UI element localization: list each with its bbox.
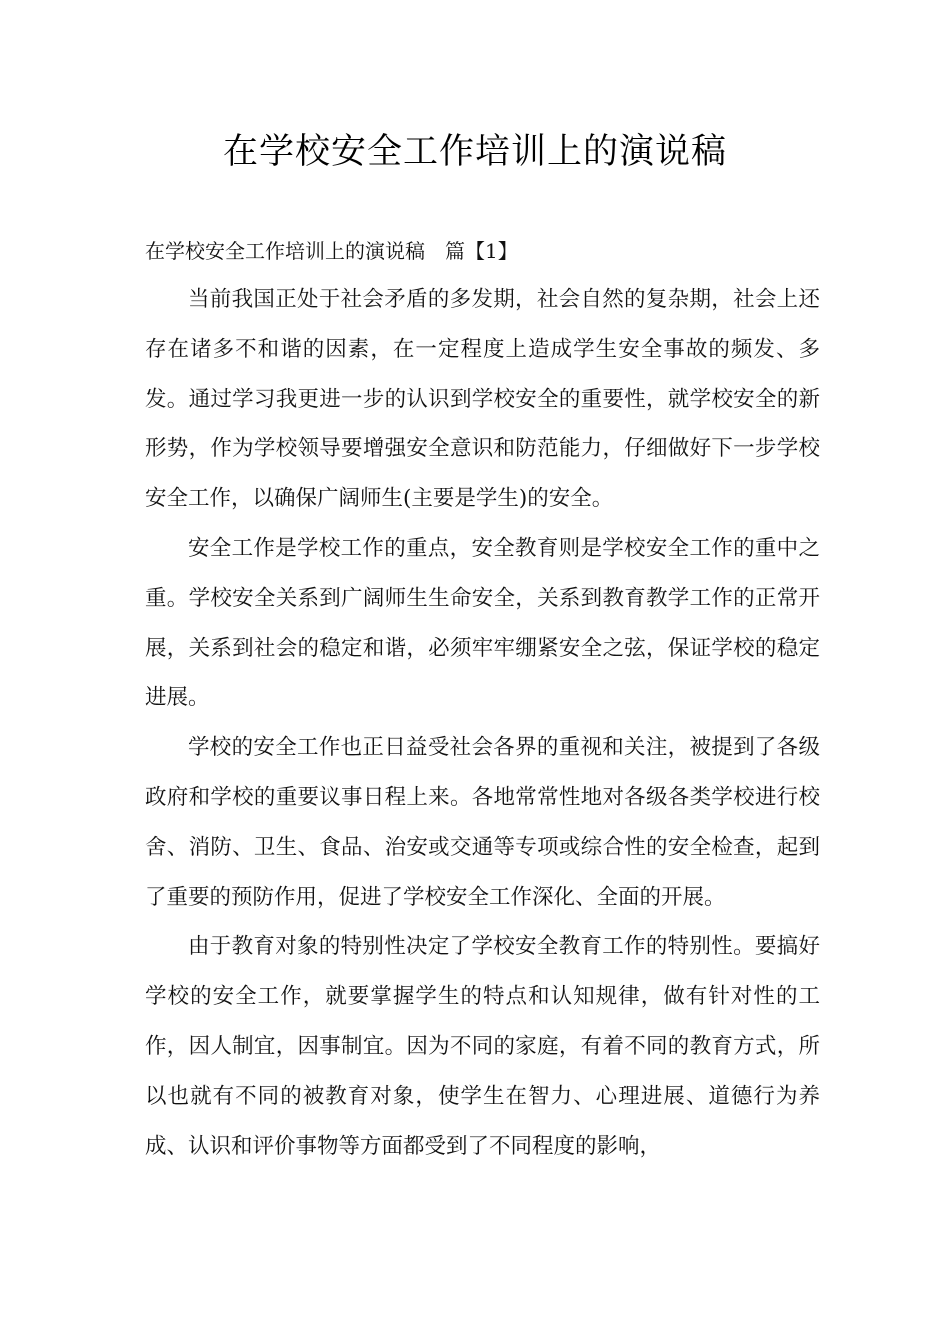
paragraph: 由于教育对象的特别性决定了学校安全教育工作的特别性。要搞好学校的安全工作，就要掌握学生的特点和认知规律，做有针对性的工作，因人制宜，因事制宜。因为不同的家庭，有着不同的教育方式，所以也就有不同的被教育对象，使学生在智力、心理进展、道德行为养成、认识和评价事物等方面都受到了不同程度的影响， [145, 934, 820, 1159]
paragraph: 安全工作是学校工作的重点，安全教育则是学校安全工作的重中之重。学校安全关系到广阔师生生命安全，关系到教育教学工作的正常开展，关系到社会的稳定和谐，必须牢牢绷紧安全之弦，保证学校的稳定进展。 [145, 535, 820, 711]
document-title: 在学校安全工作培训上的演说稿 [222, 132, 727, 172]
document-subtitle: 在学校安全工作培训上的演说稿 篇【1】 [145, 239, 518, 263]
paragraph: 当前我国正处于社会矛盾的多发期，社会自然的复杂期，社会上还存在诸多不和谐的因素，在一定程度上造成学生安全事故的频发、多发。通过学习我更进一步的认识到学校安全的重要性，就学校安全的新形势，作为学校领导要增强安全意识和防范能力，仔细做好下一步学校安全工作，以确保广阔师生(主要是学生)的安全。 [145, 287, 820, 512]
document-body [145, 275, 820, 1171]
paragraph: 学校的安全工作也正日益受社会各界的重视和关注，被提到了各级政府和学校的重要议事日程上来。各地常常性地对各级各类学校进行校舍、消防、卫生、食品、治安或交通等专项或综合性的安全检查，起到了重要的预防作用，促进了学校安全工作深化、全面的开展。 [145, 735, 820, 910]
